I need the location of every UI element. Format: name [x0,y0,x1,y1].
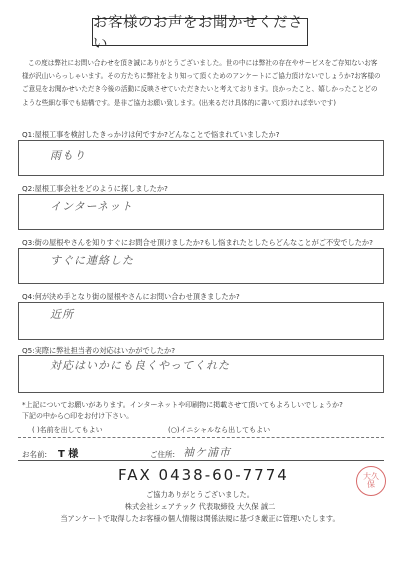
option-initials-ok[interactable]: (○)イニシャルなら出してもよい [168,426,271,434]
company-seal [356,466,386,496]
page-title [92,15,308,52]
page-title-text: お客様のお声をお聞かせください [93,15,303,52]
question-5-label: Q5:実際に弊社担当者の対応はいかがでしたか? [22,346,176,355]
divider-dotted [18,437,384,438]
question-4-answer: 近所 [50,308,74,321]
question-3-answer: すぐに連絡した [50,254,134,267]
address-value: 袖ケ浦市 [183,446,231,459]
consent-instruction: 下記の中から○印をお付け下さい。 [22,412,134,420]
fax-number: FAX 0438-60-7774 [118,466,289,484]
consent-note: *上記についてお願いがあります。インターネットや印刷物に掲載させて頂いてもよろしいでしょうか? [22,401,343,409]
option-name-ok[interactable]: ( )名前を出してもよい [32,426,103,434]
address-label: ご住所: [150,450,176,459]
question-1-label: Q1:屋根工事を検討したきっかけは何ですか?どんなことで悩まれていましたか? [22,130,280,139]
question-3-label: Q3:街の屋根やさんを知りすぐにお問合せ頂けましたか?もし悩まれたとしたらどんなことがご不安でしたか? [22,238,373,247]
company-seal-text: 大久保 [363,472,379,489]
question-5-answer: 対応はいかにも良くやってくれた [50,359,230,372]
question-1-answer: 雨もり [50,149,86,162]
divider-solid [18,460,384,461]
question-4-label: Q4:何が決め手となり街の屋根やさんにお問い合わせ頂きましたか? [22,292,240,301]
intro-text: この度は弊社にお問い合わせを頂き誠にありがとうございました。世の中には弊社の存在やサービスをご存知ないお客様が沢山いらっしゃいます。その方たちに弊社をより知って頂くためのアンケートにご協力頂けないでしょうか?お客様のご意見をお聞かせいただき今後の活動に反映させていただきたいと考えております。良かったこと、嬉しかったことどのような些細な事でも結構です。是非ご協力お願い致します。(出来るだけ具体的に書いて頂ければ幸いです) [22,59,381,107]
name-label: お名前: [22,450,48,459]
company-text: 株式会社シェアテック 代表取締役 大久保 誠二 [124,502,276,511]
question-2-answer: インターネット [50,200,134,213]
thanks-text: ご協力ありがとうございました。 [146,490,254,499]
question-2-label: Q2:屋根工事会社をどのように探しましたか? [22,184,168,193]
privacy-text: 当アンケートで取得したお客様の個人情報は関係法規に基づき厳正に管理いたします。 [60,514,340,523]
name-value: T 様 [58,449,79,460]
